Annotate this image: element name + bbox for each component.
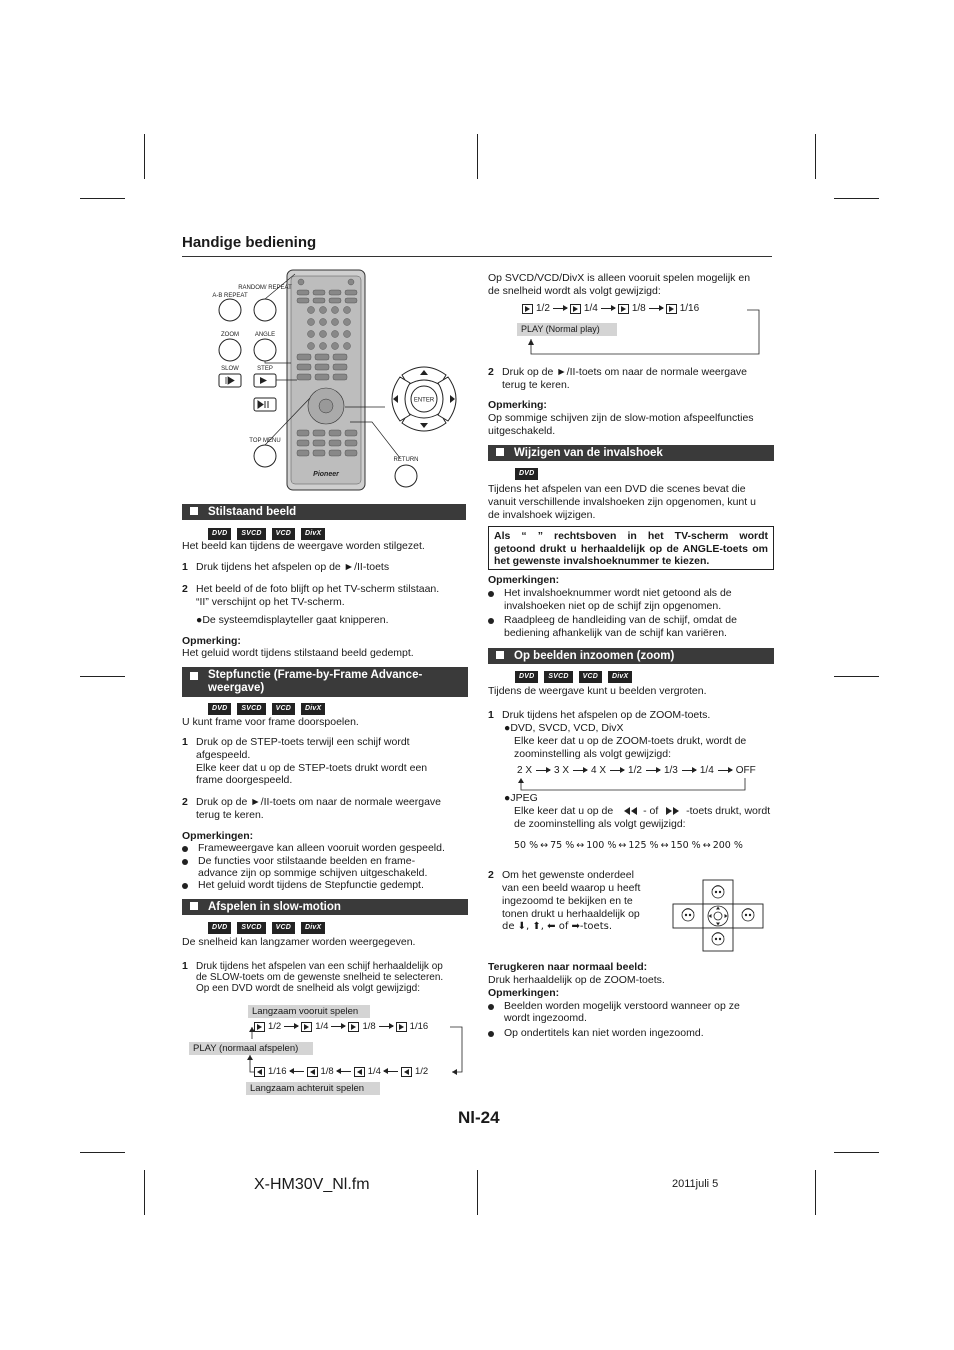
bullet-icon: [488, 1031, 494, 1037]
svcd-play-label: PLAY (Normal play): [517, 323, 617, 336]
ab-repeat-button[interactable]: [219, 299, 241, 321]
brand-label: Pioneer: [313, 471, 339, 478]
list-item: Op ondertitels kan niet worden ingezoomd.: [488, 1027, 704, 1040]
still-step2-bullet: ●De systeemdisplayteller gaat knipperen.: [196, 614, 389, 626]
section-angle-heading: [488, 445, 774, 461]
zoom-step1: Druk tijdens het afspelen op de ZOOM-toets.: [502, 709, 711, 721]
zoom-step2-d: tonen drukt u herhaaldelijk op: [502, 908, 640, 920]
list-item: Raadpleeg de handleiding van de schijf, omdat de: [488, 614, 737, 627]
zoom-step2-a: Om het gewenste onderdeel: [502, 869, 634, 881]
slow-step1-b: de SLOW-toets om de gewenste snelheid te selecteren.: [196, 972, 444, 983]
enter-label: ENTER: [413, 397, 435, 404]
step-number: 1: [182, 561, 188, 573]
arrow-right-icon: [682, 770, 696, 771]
bullet-icon: [182, 846, 188, 852]
crop-mark: [80, 1152, 125, 1153]
stepf-step2-a: Druk op de ►/II-toets om naar de normale weergave: [196, 796, 442, 808]
divx-badge: DivX: [608, 671, 632, 683]
stepf-step1-c: Elke keer dat u op de STEP-toets drukt wordt een: [196, 762, 428, 774]
dvd-badge: DVD: [515, 671, 538, 683]
stepf-intro: U kunt frame voor frame doorspoelen.: [182, 716, 359, 728]
square-bullet-icon: [496, 448, 504, 456]
disc-badges: [208, 703, 325, 715]
crop-mark: [477, 134, 478, 179]
double-arrow-icon: ↔: [540, 840, 549, 851]
step-number: 2: [182, 796, 188, 808]
section-still-heading: [182, 504, 466, 520]
section-stepf-heading: [182, 667, 468, 697]
zoom-pan-illustration: [672, 879, 766, 952]
svcd-badge: SVCD: [237, 528, 265, 540]
arrow-right-icon: [646, 770, 660, 771]
arrow-right-icon: [718, 770, 732, 771]
remote-illustration: [205, 268, 470, 496]
top-menu-label: TOP MENU: [249, 438, 281, 444]
list-item-continuation: wordt ingezoomd.: [504, 1012, 587, 1024]
crop-mark: [144, 134, 145, 179]
list-item: Frameweergave kan alleen vooruit worden gespeeld.: [182, 842, 445, 855]
vcd-badge: VCD: [272, 703, 295, 715]
stepf-step1-d: frame doorgespeeld.: [196, 774, 293, 786]
crop-mark: [144, 1170, 145, 1215]
zoom-dvd-a: Elke keer dat u op de ZOOM-toets drukt, wordt de: [514, 735, 747, 747]
svcd-intro-a: Op SVCD/VCD/DivX is alleen vooruit spelen mogelijk en: [488, 272, 751, 284]
zoom-back: Druk herhaaldelijk op de ZOOM-toets.: [488, 974, 665, 986]
section-stepf-title: Stepfunctie (Frame-by-Frame Advance-weergave): [208, 669, 423, 694]
zoom-jpeg-sequence: 50 % ↔ 75 % ↔ 100 % ↔ 125 % ↔ 150 % ↔ 200 %: [514, 840, 743, 851]
dvd-badge: DVD: [208, 703, 231, 715]
bullet-icon: [182, 883, 188, 889]
list-item: Beelden worden mogelijk verstoord wanneer op ze: [488, 1000, 740, 1013]
still-intro: Het beeld kan tijdens de weergave worden stilgezet.: [182, 540, 425, 552]
divx-badge: DivX: [301, 528, 325, 540]
still-note: Het geluid wordt tijdens stilstaand beeld gedempt.: [182, 647, 414, 659]
vcd-badge: VCD: [272, 922, 295, 934]
return-label: RETURN: [393, 457, 419, 463]
crop-mark: [834, 198, 879, 199]
svcd-badge: SVCD: [237, 703, 265, 715]
step-number: 1: [488, 709, 494, 721]
directional-pad[interactable]: [392, 367, 456, 431]
right-note-head: Opmerking:: [488, 399, 547, 411]
section-zoom-title: Op beelden inzoomen (zoom): [514, 650, 675, 662]
square-bullet-icon: [496, 651, 504, 659]
zoom-intro: Tijdens de weergave kunt u beelden vergroten.: [488, 685, 707, 697]
right-note-a: Op sommige schijven zijn de slow-motion afspeelfuncties: [488, 412, 754, 424]
section-slow-title: Afspelen in slow-motion: [208, 901, 341, 913]
slow-reverse-label: Langzaam achteruit spelen: [246, 1082, 380, 1095]
still-step1: Druk tijdens het afspelen op de ►/II-toets: [196, 561, 390, 573]
angle-box-a: Als “ ” rechtsboven in het TV-scherm wordt: [494, 530, 768, 542]
slow-intro: De snelheid kan langzamer worden weergegeven.: [182, 936, 416, 948]
step-number: 2: [488, 869, 494, 881]
rewind-icon: [622, 807, 638, 815]
angle-intro-a: Tijdens het afspelen van een DVD die scenes bevat die: [488, 483, 746, 495]
slow-step1-a: Druk tijdens het afspelen van een schijf herhaaldelijk op: [196, 961, 443, 972]
dvd-badge: DVD: [515, 468, 538, 480]
crop-mark: [834, 1152, 879, 1153]
top-menu-button[interactable]: [254, 445, 276, 467]
step-number: 1: [182, 960, 188, 972]
angle-notice-box: [488, 526, 774, 570]
svcd-speed-sequence: 1/2 1/4 1/8 1/16: [522, 303, 699, 314]
zoom-back-head: Terugkeren naar normaal beeld:: [488, 961, 648, 973]
dvd-badge: DVD: [208, 922, 231, 934]
zoom-button[interactable]: [219, 339, 241, 361]
still-note-head: Opmerking:: [182, 635, 241, 647]
double-arrow-icon: ↔: [576, 840, 585, 851]
svcd-flow-connectors: [525, 303, 765, 358]
disc-badges: [208, 922, 325, 934]
list-item: De functies voor stilstaande beelden en frame-: [182, 855, 415, 868]
bullet-icon: [488, 591, 494, 597]
vcd-badge: VCD: [272, 528, 295, 540]
slow-label: SLOW: [221, 366, 239, 372]
angle-box-b: getoond drukt u herhaaldelijk op de ANGLE-toets om: [494, 542, 768, 555]
right-step2-a: Druk op de ►/II-toets om naar de normale weergave: [502, 366, 748, 378]
slow-flow-connectors: [230, 1015, 470, 1081]
zoom-step2-e: de ⬇, ⬆, ⬅ of ➡-toets.: [502, 921, 613, 932]
zoom-notes-head: Opmerkingen:: [488, 987, 560, 999]
arrow-right-icon: [573, 770, 587, 771]
double-arrow-icon: ↔: [660, 840, 669, 851]
title-rule: [182, 256, 772, 257]
section-zoom-heading: [488, 648, 774, 664]
list-item: Het invalshoeknummer wordt niet getoond als de: [488, 587, 732, 600]
zoom-jpeg-line: ●JPEG: [504, 792, 538, 804]
bullet-icon: [488, 618, 494, 624]
disc-badges: [515, 468, 538, 480]
double-arrow-icon: ↔: [618, 840, 627, 851]
divx-badge: DivX: [301, 922, 325, 934]
stepf-notes-head: Opmerkingen:: [182, 830, 254, 842]
square-bullet-icon: [190, 902, 198, 910]
square-bullet-icon: [190, 672, 198, 680]
step-number: 1: [182, 736, 188, 748]
angle-button[interactable]: [254, 339, 276, 361]
svcd-intro-b: de snelheid wordt als volgt gewijzigd:: [488, 285, 661, 297]
divx-badge: DivX: [301, 703, 325, 715]
double-arrow-icon: ↔: [702, 840, 711, 851]
crop-mark: [815, 1170, 816, 1215]
arrow-right-icon: [536, 770, 550, 771]
section-angle-title: Wijzigen van de invalshoek: [514, 447, 663, 459]
right-note-b: uitgeschakeld.: [488, 425, 556, 437]
crop-mark: [80, 198, 125, 199]
slow-reverse-sequence: 1/16 1/8 1/4 1/2: [254, 1066, 428, 1077]
dvd-badge: DVD: [208, 528, 231, 540]
slow-step1-c: Op een DVD wordt de snelheid als volgt gewijzigd:: [196, 983, 421, 994]
page-title: Handige bediening: [182, 234, 317, 251]
crop-mark: [477, 1170, 478, 1215]
section-slow-heading: [182, 899, 468, 915]
square-bullet-icon: [190, 507, 198, 515]
zoom-flow-connectors: [515, 776, 755, 794]
angle-intro-c: de invalshoek wijzigen.: [488, 509, 596, 521]
stepf-step2-b: terug te keren.: [196, 809, 264, 821]
disc-badges: [208, 528, 325, 540]
disc-badges: [515, 671, 632, 683]
list-item-continuation: advance zijn op sommige schijven uitgeschakeld.: [198, 867, 428, 879]
footer-filename: X-HM30V_Nl.fm: [254, 1176, 370, 1193]
arrow-right-icon: [610, 770, 624, 771]
section-still-title: Stilstaand beeld: [208, 506, 297, 518]
list-item-continuation: invalshoeken niet op de schijf zijn opgenomen.: [504, 600, 722, 612]
still-step2-a: Het beeld of de foto blijft op het TV-scherm stilstaan.: [196, 583, 440, 595]
slow-forward-sequence: 1/2 1/4 1/8 1/16: [254, 1021, 428, 1032]
vcd-badge: VCD: [579, 671, 602, 683]
slow-play-label: PLAY (normaal afspelen): [189, 1042, 313, 1055]
angle-notes-head: Opmerkingen:: [488, 574, 560, 586]
ab-repeat-label: A-B REPEAT: [212, 293, 248, 299]
random-repeat-button[interactable]: [254, 299, 276, 321]
crop-mark: [815, 134, 816, 179]
bullet-icon: [488, 1004, 494, 1010]
zoom-dvd-sequence: 2 X 3 X 4 X 1/2 1/3 1/4 OFF: [517, 765, 756, 776]
angle-intro-b: vanuit verschillende invalshoeken zijn opgenomen, kunt u: [488, 496, 756, 508]
stepf-step1-a: Druk op de STEP-toets terwijl een schijf wordt: [196, 736, 410, 748]
crop-mark: [834, 676, 879, 677]
still-step2-b: “II” verschijnt op het TV-scherm.: [196, 596, 345, 608]
zoom-step2-b: van een beeld waarop u heeft: [502, 882, 641, 894]
right-step2-b: terug te keren.: [502, 379, 570, 391]
step-number: 2: [488, 366, 494, 378]
fast-forward-icon: [665, 807, 681, 815]
footer-date: 2011juli 5: [672, 1178, 719, 1190]
random-repeat-label: RANDOM/ REPEAT: [238, 285, 292, 291]
zoom-step2-c: ingezoomd te bekijken en te: [502, 895, 633, 907]
zoom-dvd-line: ●DVD, SVCD, VCD, DivX: [504, 722, 624, 734]
zoom-label: ZOOM: [221, 332, 239, 338]
zoom-jpeg-b: de zoominstelling als volgt gewijzigd:: [514, 818, 686, 830]
svcd-badge: SVCD: [544, 671, 572, 683]
stepf-step1-b: afgespeeld.: [196, 749, 251, 761]
crop-mark: [80, 676, 125, 677]
zoom-dvd-b: zoominstelling als volgt gewijzigd:: [514, 748, 671, 760]
bullet-icon: [182, 859, 188, 865]
return-button[interactable]: [395, 465, 417, 487]
step-label: STEP: [257, 366, 273, 372]
angle-box-c: het gewenste invalshoeknummer te kiezen.: [494, 555, 710, 567]
list-item: Het geluid wordt tijdens de Stepfunctie gedempt.: [182, 879, 424, 892]
page-number: Nl-24: [458, 1108, 500, 1127]
slow-forward-label: Langzaam vooruit spelen: [248, 1005, 370, 1018]
zoom-jpeg-a: Elke keer dat u op de - of -toets drukt, wordt: [514, 805, 771, 817]
list-item-continuation: bediening afhankelijk van de schijf kan variëren.: [504, 627, 727, 639]
angle-label: ANGLE: [254, 332, 276, 338]
step-number: 2: [182, 583, 188, 595]
svcd-badge: SVCD: [237, 922, 265, 934]
